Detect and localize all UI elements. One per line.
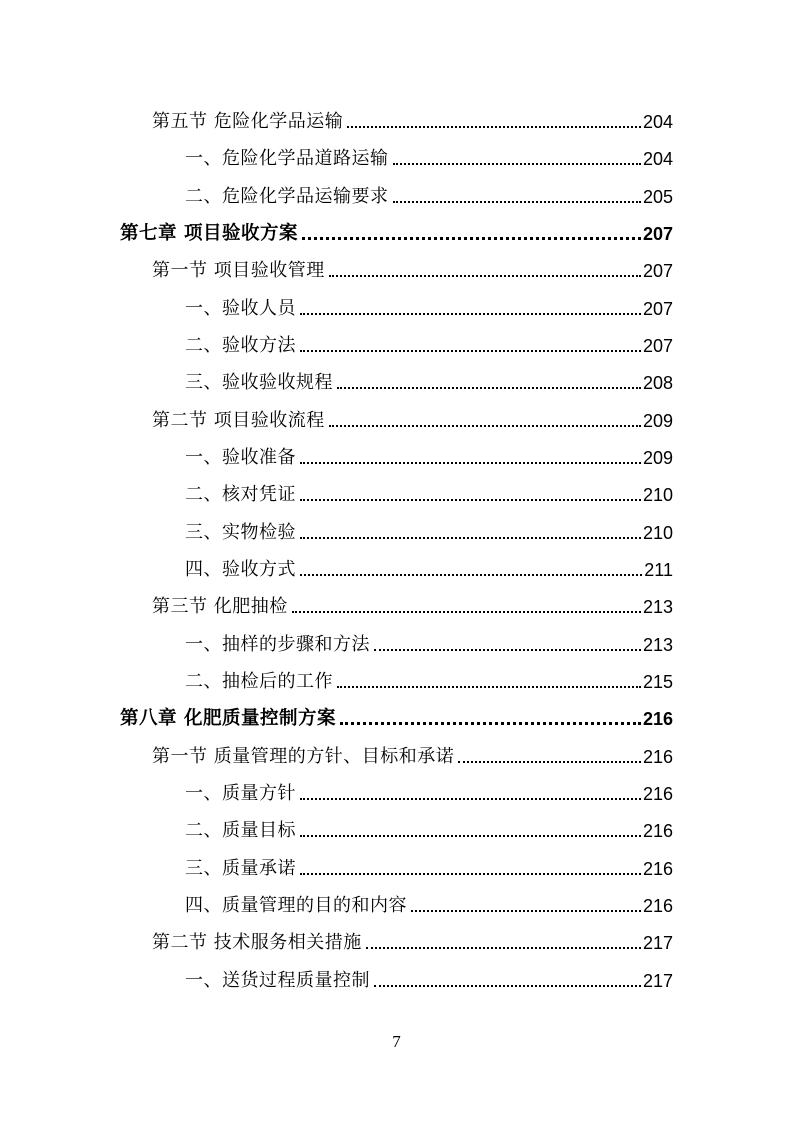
toc-entry-page: 207 — [642, 261, 673, 281]
toc-entry-title: 二、危险化学品运输要求 — [185, 186, 389, 207]
toc-entry-title: 一、质量方针 — [185, 783, 296, 804]
dot-leader — [300, 313, 641, 315]
toc-entry-title: 二、质量目标 — [185, 820, 296, 841]
toc-entry-title: 三、实物检验 — [185, 522, 296, 543]
toc-entry[interactable] — [185, 963, 673, 993]
toc-entry[interactable] — [185, 477, 673, 507]
dot-leader — [337, 686, 641, 688]
toc-entry-page: 207 — [642, 336, 673, 356]
toc-entry[interactable] — [152, 925, 673, 955]
toc-entry[interactable] — [152, 104, 673, 134]
toc-entry[interactable] — [185, 365, 673, 395]
toc-chapter-entry[interactable] — [120, 216, 673, 246]
dot-leader — [302, 237, 641, 240]
toc-entry-title: 第八章 化肥质量控制方案 — [120, 708, 336, 729]
toc-entry-page: 209 — [642, 448, 673, 468]
toc-entry-title: 第三节 化肥抽检 — [152, 596, 288, 617]
toc-entry[interactable] — [152, 739, 673, 769]
dot-leader — [300, 350, 641, 352]
toc-entry-title: 四、质量管理的目的和内容 — [185, 895, 407, 916]
toc-entry-page: 208 — [642, 373, 673, 393]
dot-leader — [411, 910, 641, 912]
toc-entry[interactable] — [185, 552, 673, 582]
toc-entry-title: 第二节 技术服务相关措施 — [152, 932, 362, 953]
toc-entry[interactable] — [185, 813, 673, 843]
toc-entry-page: 217 — [642, 971, 673, 991]
toc-entry-title: 二、验收方法 — [185, 335, 296, 356]
toc-entry[interactable] — [185, 627, 673, 657]
dot-leader — [340, 722, 641, 725]
toc-entry-title: 一、验收准备 — [185, 447, 296, 468]
dot-leader — [300, 462, 641, 464]
dot-leader — [300, 835, 641, 837]
toc-entry[interactable] — [185, 328, 673, 358]
toc-entry-title: 第七章 项目验收方案 — [120, 223, 298, 244]
toc-entry-title: 第一节 项目验收管理 — [152, 260, 325, 281]
dot-leader — [374, 985, 641, 987]
toc-entry-page: 216 — [642, 709, 673, 729]
toc-entry[interactable] — [185, 440, 673, 470]
toc-entry[interactable] — [185, 515, 673, 545]
toc-entry[interactable] — [185, 851, 673, 881]
toc-entry[interactable] — [185, 776, 673, 806]
dot-leader — [366, 947, 641, 949]
dot-leader — [374, 649, 641, 651]
toc-entry[interactable] — [185, 291, 673, 321]
dot-leader — [393, 163, 641, 165]
toc-entry-page: 213 — [642, 597, 673, 617]
toc-entry-title: 一、送货过程质量控制 — [185, 970, 370, 991]
toc-entry-page: 217 — [642, 933, 673, 953]
toc-entry-title: 一、抽样的步骤和方法 — [185, 634, 370, 655]
toc-entry-page: 216 — [642, 821, 673, 841]
toc-entry-title: 第二节 项目验收流程 — [152, 410, 325, 431]
toc-entry-page: 215 — [642, 672, 673, 692]
toc-entry[interactable] — [152, 589, 673, 619]
dot-leader — [329, 425, 641, 427]
toc-entry-page: 207 — [642, 299, 673, 319]
dot-leader — [300, 537, 641, 539]
dot-leader — [393, 201, 641, 203]
toc-entry-page: 207 — [642, 224, 673, 244]
toc-entry[interactable] — [185, 179, 673, 209]
dot-leader — [300, 574, 642, 576]
toc-entry-title: 一、危险化学品道路运输 — [185, 148, 389, 169]
toc-entry-title: 四、验收方式 — [185, 559, 296, 580]
dot-leader — [292, 611, 641, 613]
toc-entry[interactable] — [185, 664, 673, 694]
toc-entry-page: 216 — [642, 859, 673, 879]
toc-entry-page: 213 — [642, 635, 673, 655]
toc-entry-page: 204 — [642, 112, 673, 132]
toc-entry[interactable] — [152, 403, 673, 433]
toc-entry-title: 三、验收验收规程 — [185, 372, 333, 393]
toc-entry[interactable] — [185, 888, 673, 918]
dot-leader — [347, 126, 641, 128]
page-number: 7 — [392, 1032, 401, 1051]
toc-entry-page: 216 — [642, 747, 673, 767]
toc-entry[interactable] — [185, 141, 673, 171]
toc-entry-page: 216 — [642, 896, 673, 916]
toc-entry[interactable] — [152, 253, 673, 283]
dot-leader — [337, 387, 641, 389]
dot-leader — [329, 275, 641, 277]
dot-leader — [458, 761, 641, 763]
toc-entry-page: 216 — [642, 784, 673, 804]
dot-leader — [300, 873, 641, 875]
toc-entry-title: 二、抽检后的工作 — [185, 671, 333, 692]
toc-entry-page: 205 — [642, 187, 673, 207]
toc-entry-title: 一、验收人员 — [185, 298, 296, 319]
toc-entry-page: 204 — [642, 149, 673, 169]
toc-entry-page: 211 — [644, 560, 673, 580]
toc-entry-title: 二、核对凭证 — [185, 484, 296, 505]
toc-entry-title: 第一节 质量管理的方针、目标和承诺 — [152, 746, 455, 767]
dot-leader — [300, 798, 641, 800]
toc-entry-page: 210 — [642, 523, 673, 543]
toc-entry-title: 三、质量承诺 — [185, 858, 296, 879]
dot-leader — [300, 499, 641, 501]
toc-entry-page: 210 — [642, 485, 673, 505]
toc-entry-title: 第五节 危险化学品运输 — [152, 111, 344, 132]
toc-entry-page: 209 — [642, 411, 673, 431]
toc-chapter-entry[interactable] — [120, 701, 673, 731]
